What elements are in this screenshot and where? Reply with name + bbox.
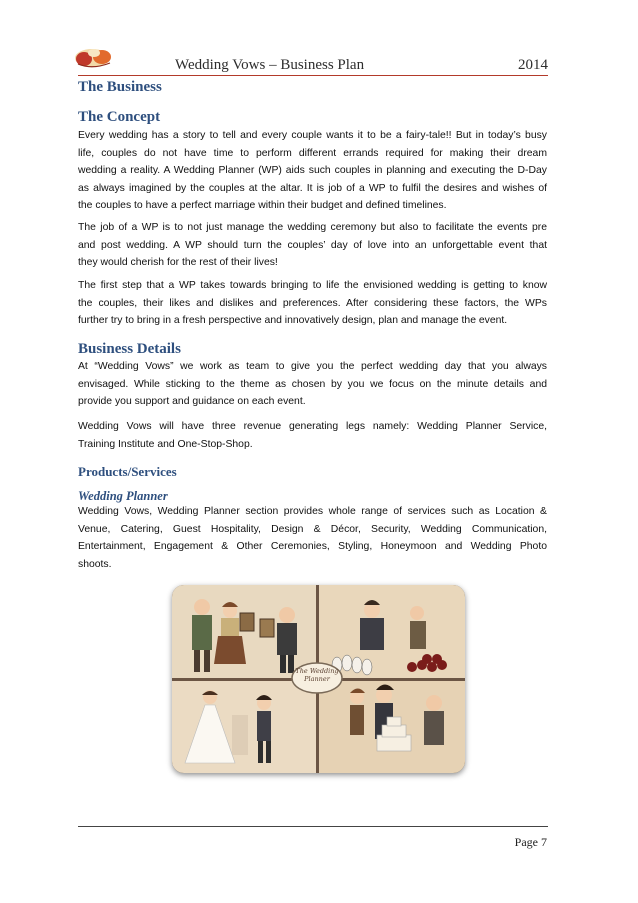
text-line: At “Wedding Vows” we work as team to give you the perfect wedding day that you always — [78, 361, 547, 372]
header-year: 2014 — [518, 57, 548, 73]
footer-rule — [78, 826, 548, 827]
header-title: Wedding Vows – Business Plan — [175, 57, 365, 73]
text-line: Wedding Vows will have three revenue generating legs namely: Wedding Planner Service, — [78, 421, 547, 432]
text-line: the couples to have a perfect marriage within their budget and defined timelines. — [78, 200, 447, 212]
wedding-planner-illustration — [172, 585, 465, 773]
text-line: Entertainment, Engagement & Other Ceremonies, Styling, Honeymoon and Wedding Photo — [78, 541, 547, 553]
text-line: The first step that a WP takes towards bringing to life the envisioned wedding is getting to know — [78, 280, 547, 291]
header-rule — [78, 75, 548, 76]
text-line: as always imagined by the couples at the altar. It is job of a WP to fulfil the desires and wishes of — [78, 182, 547, 194]
text-line: and post wedding. A WP should turn the couples’ day of love into an unforgettable event that — [78, 239, 547, 251]
text-line: wedding a reality. A Wedding Planner (WP) aids such couples in planning and executing the D-Day — [78, 165, 547, 177]
business-details-heading: Business Details — [78, 341, 181, 357]
text-line: life, couples do not have time to perform different errands required for making their dream — [78, 147, 547, 159]
concept-paragraph-2 — [78, 219, 547, 272]
business-paragraph-2 — [78, 418, 547, 453]
text-line: they would cherish for the rest of their lives! — [78, 257, 278, 269]
concept-paragraph-1 — [78, 127, 547, 215]
wedding-vows-logo — [72, 44, 118, 70]
concept-heading: The Concept — [78, 109, 161, 125]
badge-line-2: Planner — [304, 675, 330, 683]
section-title: The Business — [78, 79, 162, 95]
text-line: the couples, their likes and dislikes and preferences. After considering these factors, the WPs — [78, 297, 547, 309]
business-paragraph-1 — [78, 358, 547, 411]
products-paragraph — [78, 503, 547, 573]
concept-paragraph-3 — [78, 277, 547, 330]
text-line: Every wedding has a story to tell and every couple wants it to be a fairy-tale!! But in today’s busy — [78, 130, 547, 141]
text-line: provide you support and guidance on each event. — [78, 396, 306, 408]
text-line: further try to bring in a fresh perspective and innovatively design, plan and manage the event. — [78, 315, 508, 327]
text-line: Training Institute and One-Stop-Shop. — [78, 438, 253, 450]
badge-label — [292, 667, 342, 683]
badge-line-1: The Wedding — [295, 667, 339, 675]
wedding-planner-subheading: Wedding Planner — [78, 489, 168, 503]
page-number: Page 7 — [514, 835, 547, 849]
text-line: Wedding Vows, Wedding Planner section provides whole range of services such as Location & — [78, 506, 547, 517]
text-line: shoots. — [78, 558, 112, 570]
text-line: Venue, Catering, Guest Hospitality, Design & Décor, Security, Wedding Communication, — [78, 523, 547, 535]
text-line: envisaged. While sticking to the theme as chosen by you we focus on the minute details and — [78, 378, 547, 390]
text-line: The job of a WP is to not just manage the wedding ceremony but also to facilitate the events pre — [78, 222, 547, 233]
products-heading: Products/Services — [78, 464, 177, 479]
